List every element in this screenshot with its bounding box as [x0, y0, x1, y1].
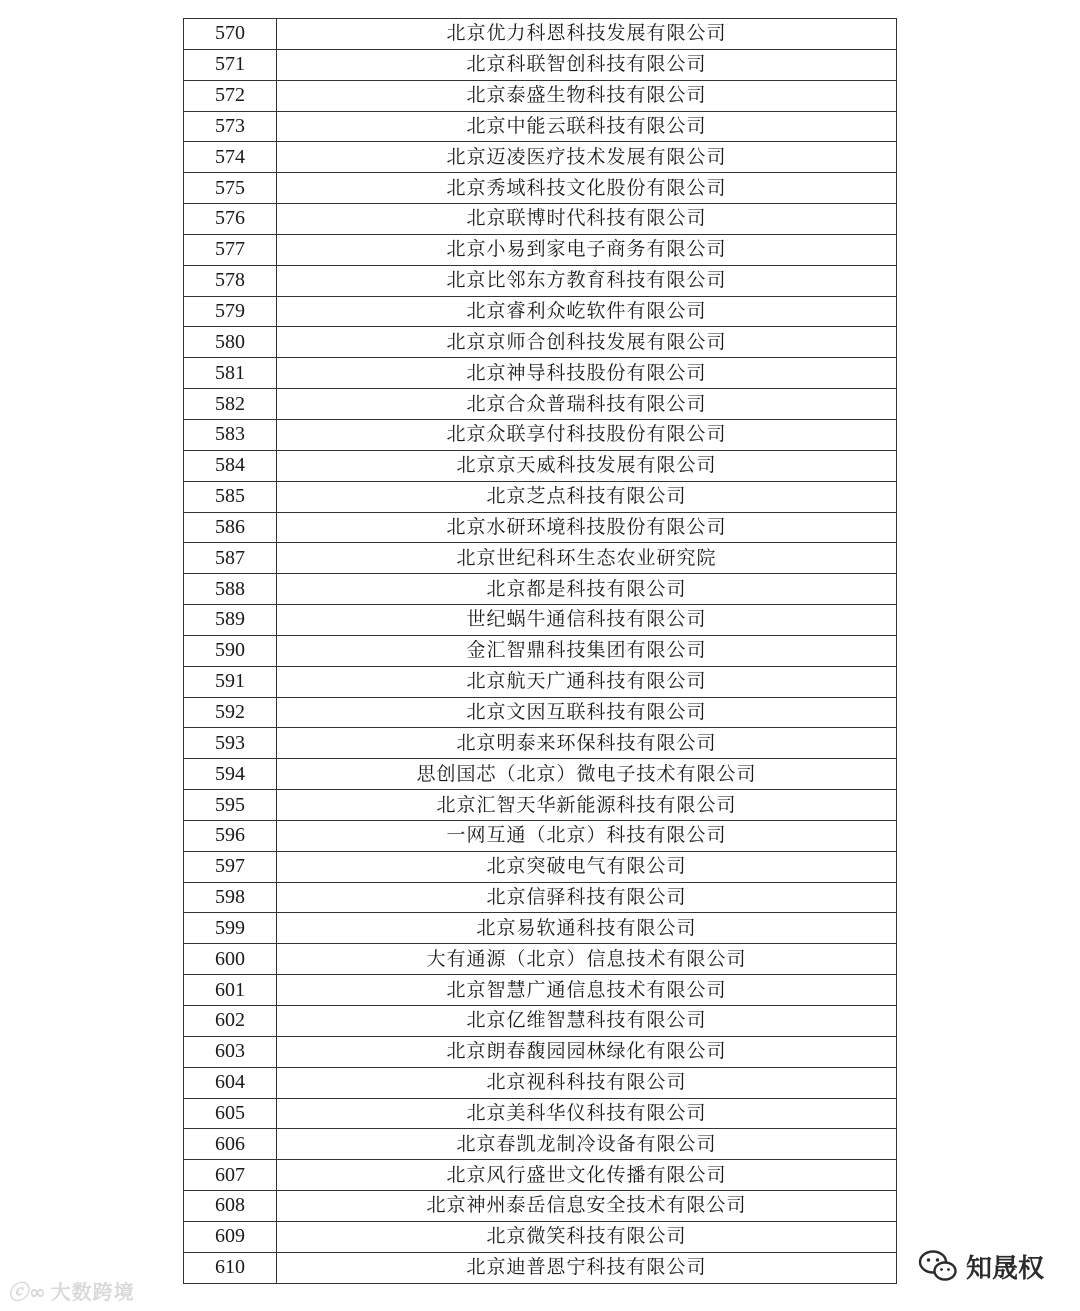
company-name-cell: 金汇智鼎科技集团有限公司: [277, 635, 897, 666]
row-number-cell: 593: [184, 728, 277, 759]
row-number-cell: 591: [184, 666, 277, 697]
table-row: [184, 481, 897, 512]
company-name-cell: 一网互通（北京）科技有限公司: [277, 820, 897, 851]
table-row: [184, 635, 897, 666]
row-number-cell: 579: [184, 296, 277, 327]
company-name-cell: 北京迪普恩宁科技有限公司: [277, 1252, 897, 1283]
table-row: [184, 173, 897, 204]
table-body: [184, 19, 897, 1284]
table-row: [184, 975, 897, 1006]
table-row: [184, 49, 897, 80]
watermark-right: [918, 1246, 1044, 1286]
table-row: [184, 1221, 897, 1252]
row-number-cell: 600: [184, 944, 277, 975]
table-row: [184, 666, 897, 697]
watermark-left-text: 大数跨境: [50, 1280, 135, 1304]
row-number-cell: 598: [184, 882, 277, 913]
table-row: [184, 19, 897, 50]
company-name-cell: 北京众联享付科技股份有限公司: [277, 419, 897, 450]
row-number-cell: 599: [184, 913, 277, 944]
company-name-cell: 北京京天威科技发展有限公司: [277, 450, 897, 481]
row-number-cell: 596: [184, 820, 277, 851]
row-number-cell: 586: [184, 512, 277, 543]
row-number-cell: 570: [184, 19, 277, 50]
row-number-cell: 582: [184, 389, 277, 420]
table-row: [184, 543, 897, 574]
company-name-cell: 北京芝点科技有限公司: [277, 481, 897, 512]
row-number-cell: 603: [184, 1036, 277, 1067]
row-number-cell: 589: [184, 605, 277, 636]
company-name-cell: 北京都是科技有限公司: [277, 574, 897, 605]
table-row: [184, 1191, 897, 1222]
company-name-cell: 北京智慧广通信息技术有限公司: [277, 975, 897, 1006]
company-name-cell: 北京亿维智慧科技有限公司: [277, 1006, 897, 1037]
row-number-cell: 571: [184, 49, 277, 80]
row-number-cell: 588: [184, 574, 277, 605]
company-name-cell: 北京微笑科技有限公司: [277, 1221, 897, 1252]
row-number-cell: 595: [184, 790, 277, 821]
company-name-cell: 北京美科华仪科技有限公司: [277, 1098, 897, 1129]
company-name-cell: 大有通源（北京）信息技术有限公司: [277, 944, 897, 975]
table-row: [184, 574, 897, 605]
row-number-cell: 602: [184, 1006, 277, 1037]
table-row: [184, 790, 897, 821]
table-row: [184, 851, 897, 882]
company-name-cell: 北京睿利众屹软件有限公司: [277, 296, 897, 327]
table-row: [184, 389, 897, 420]
table-row: [184, 80, 897, 111]
company-list-table: [183, 18, 897, 1284]
table-row: [184, 142, 897, 173]
company-name-cell: 北京神州泰岳信息安全技术有限公司: [277, 1191, 897, 1222]
row-number-cell: 590: [184, 635, 277, 666]
row-number-cell: 608: [184, 1191, 277, 1222]
table-row: [184, 419, 897, 450]
company-name-cell: 北京联博时代科技有限公司: [277, 204, 897, 235]
company-name-cell: 北京汇智天华新能源科技有限公司: [277, 790, 897, 821]
company-name-cell: 北京明泰来环保科技有限公司: [277, 728, 897, 759]
row-number-cell: 581: [184, 358, 277, 389]
company-name-cell: 北京合众普瑞科技有限公司: [277, 389, 897, 420]
company-name-cell: 北京比邻东方教育科技有限公司: [277, 265, 897, 296]
company-name-cell: 北京航天广通科技有限公司: [277, 666, 897, 697]
company-name-cell: 北京优力科恩科技发展有限公司: [277, 19, 897, 50]
table-row: [184, 265, 897, 296]
row-number-cell: 587: [184, 543, 277, 574]
company-name-cell: 思创国芯（北京）微电子技术有限公司: [277, 759, 897, 790]
company-name-cell: 北京泰盛生物科技有限公司: [277, 80, 897, 111]
company-name-cell: 北京小易到家电子商务有限公司: [277, 234, 897, 265]
table-row: [184, 1036, 897, 1067]
row-number-cell: 604: [184, 1067, 277, 1098]
company-name-cell: 北京风行盛世文化传播有限公司: [277, 1160, 897, 1191]
table-row: [184, 882, 897, 913]
table-row: [184, 913, 897, 944]
row-number-cell: 572: [184, 80, 277, 111]
watermark-logo-icon: ⓒ∞: [8, 1280, 47, 1304]
row-number-cell: 584: [184, 450, 277, 481]
company-name-cell: 北京神导科技股份有限公司: [277, 358, 897, 389]
table-row: [184, 944, 897, 975]
table-row: [184, 728, 897, 759]
row-number-cell: 605: [184, 1098, 277, 1129]
company-name-cell: 北京易软通科技有限公司: [277, 913, 897, 944]
company-list-table-wrapper: [183, 18, 897, 1284]
row-number-cell: 594: [184, 759, 277, 790]
table-row: [184, 358, 897, 389]
company-name-cell: 北京中能云联科技有限公司: [277, 111, 897, 142]
table-row: [184, 234, 897, 265]
table-row: [184, 512, 897, 543]
row-number-cell: 585: [184, 481, 277, 512]
table-row: [184, 1129, 897, 1160]
table-row: [184, 1252, 897, 1283]
row-number-cell: 573: [184, 111, 277, 142]
row-number-cell: 577: [184, 234, 277, 265]
company-name-cell: 世纪蜗牛通信科技有限公司: [277, 605, 897, 636]
company-name-cell: 北京世纪科环生态农业研究院: [277, 543, 897, 574]
company-name-cell: 北京秀域科技文化股份有限公司: [277, 173, 897, 204]
table-row: [184, 1067, 897, 1098]
table-row: [184, 1006, 897, 1037]
row-number-cell: 575: [184, 173, 277, 204]
row-number-cell: 592: [184, 697, 277, 728]
table-row: [184, 1160, 897, 1191]
table-row: [184, 605, 897, 636]
watermark-left: [8, 1276, 135, 1305]
row-number-cell: 583: [184, 419, 277, 450]
watermark-right-text: 知晟权: [966, 1253, 1045, 1284]
table-row: [184, 111, 897, 142]
company-name-cell: 北京科联智创科技有限公司: [277, 49, 897, 80]
row-number-cell: 610: [184, 1252, 277, 1283]
company-name-cell: 北京突破电气有限公司: [277, 851, 897, 882]
company-name-cell: 北京迈凌医疗技术发展有限公司: [277, 142, 897, 173]
company-name-cell: 北京文因互联科技有限公司: [277, 697, 897, 728]
table-row: [184, 759, 897, 790]
company-name-cell: 北京信驿科技有限公司: [277, 882, 897, 913]
table-row: [184, 450, 897, 481]
row-number-cell: 578: [184, 265, 277, 296]
table-row: [184, 697, 897, 728]
row-number-cell: 576: [184, 204, 277, 235]
row-number-cell: 601: [184, 975, 277, 1006]
row-number-cell: 606: [184, 1129, 277, 1160]
table-row: [184, 327, 897, 358]
row-number-cell: 580: [184, 327, 277, 358]
table-row: [184, 296, 897, 327]
company-name-cell: 北京京师合创科技发展有限公司: [277, 327, 897, 358]
row-number-cell: 609: [184, 1221, 277, 1252]
company-name-cell: 北京视科科技有限公司: [277, 1067, 897, 1098]
row-number-cell: 607: [184, 1160, 277, 1191]
table-row: [184, 1098, 897, 1129]
row-number-cell: 597: [184, 851, 277, 882]
company-name-cell: 北京水研环境科技股份有限公司: [277, 512, 897, 543]
table-row: [184, 820, 897, 851]
row-number-cell: 574: [184, 142, 277, 173]
wechat-icon: [918, 1249, 958, 1283]
company-name-cell: 北京春凯龙制冷设备有限公司: [277, 1129, 897, 1160]
company-name-cell: 北京朗春馥园园林绿化有限公司: [277, 1036, 897, 1067]
table-row: [184, 204, 897, 235]
